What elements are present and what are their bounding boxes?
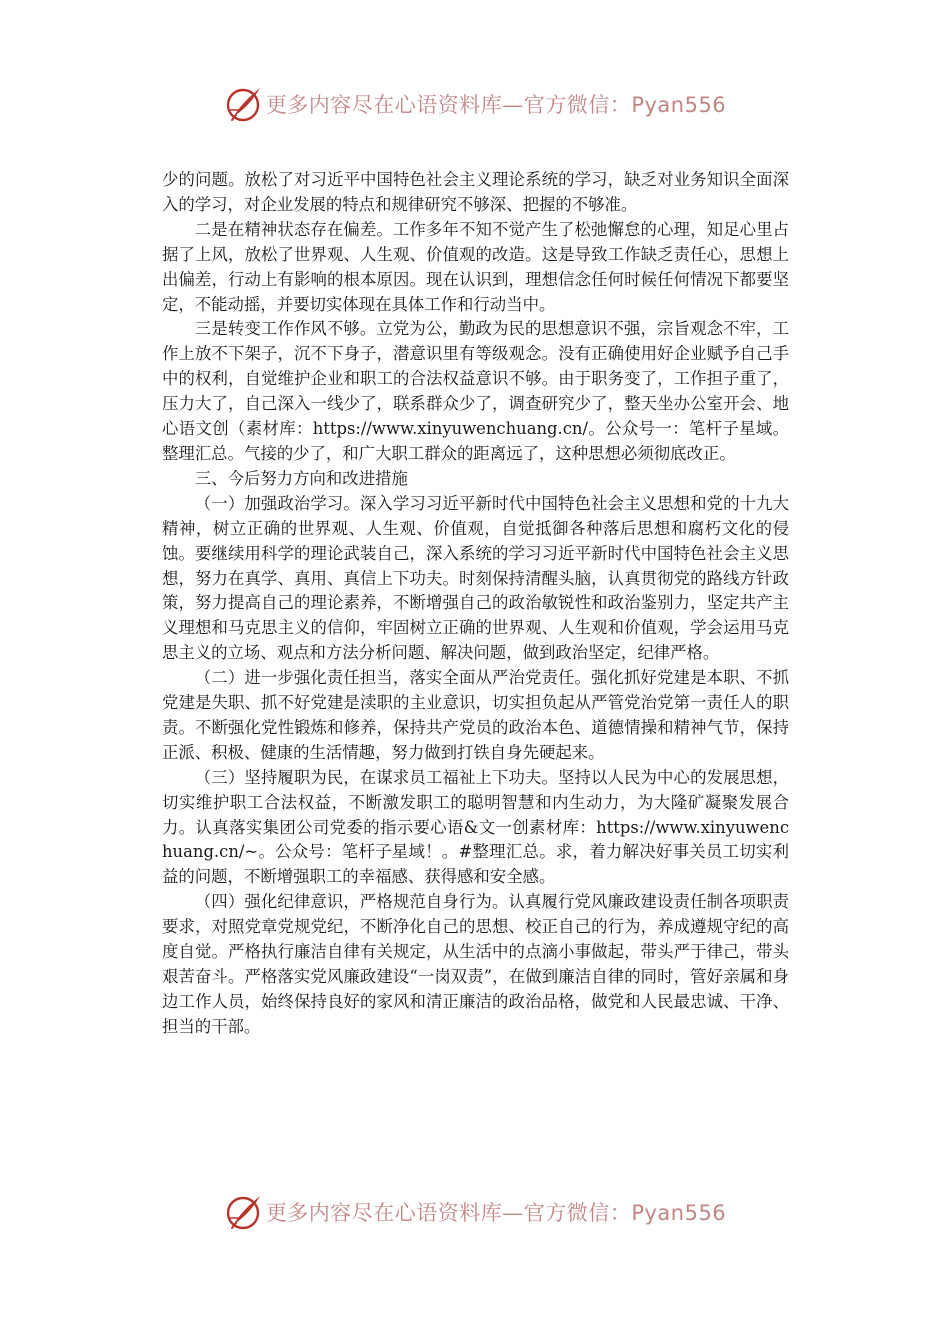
paragraph-discipline: （四）强化纪律意识，严格规范自身行为。认真履行党风廉政建设责任制各项职责要求，对照党章党规党纪，不断净化自己的思想、校正自己的行为，养成遵规守纪的高度自觉。严格执行廉洁自律有关规定，从生活中的点滴小事做起，带头严于律己，带头艰苦奋斗。严格落实党风廉政建设“一岗双责”，在做到廉洁自律的同时，管好亲属和身边工作人员，始终保持良好的家风和清正廉洁的政治品格，做党和人民最忠诚、干净、担当的干部。 [162, 892, 789, 1036]
paragraph-political-study: （一）加强政治学习。深入学习习近平新时代中国特色社会主义思想和党的十九大精神，树立正确的世界观、人生观、价值观，自觉抵御各种落后思想和腐朽文化的侵蚀。要继续用科学的理论武装自己，深入系统的学习习近平新时代中国特色社会主义思想，努力在真学、真用、真信上下功夫。时刻保持清醒头脑，认真贯彻党的路线方针政策，努力提高自己的理论素养，不断增强自己的政治敏锐性和政治鉴别力，坚定共产主义理想和马克思主义的信仰，牢固树立正确的世界观、人生观和价值观，学会运用马克思主义的立场、观点和方法分析问题、解决问题，做到政治坚定，纪律严格。 [162, 493, 789, 663]
footer-banner [0, 1190, 950, 1234]
header-banner [0, 82, 950, 126]
document-body [162, 168, 789, 1040]
paragraph-mental-state: 二是在精神状态存在偏差。工作多年不知不觉产生了松弛懈怠的心理，知足心里占据了上风，放松了世界观、人生观、价值观的改造。这是导致工作缺乏责任心，思想上出偏差，行动上有影响的根本原因。现在认识到，理想信念任何时候任何情况下都要坚定，不能动摇，并要切实体现在具体工作和行动当中。 [162, 219, 789, 314]
paragraph-continuation: 少的问题。放松了对习近平中国特色社会主义理论系统的学习，缺乏对业务知识全面深入的学习，对企业发展的特点和规律研究不够深、把握的不够准。 [162, 170, 789, 214]
footer-banner-text: 更多内容尽在心语资料库—官方微信：Pyan556 [265, 1201, 727, 1225]
quill-logo-icon [224, 84, 264, 124]
paragraph-responsibility: （二）进一步强化责任担当，落实全面从严治党责任。强化抓好党建是本职、不抓党建是失职、抓不好党建是渎职的主业意识，切实担负起从严管党治党第一责任人的职责。不断强化党性锻炼和修养，保持共产党员的政治本色、道德情操和精神气节，保持正派、积极、健康的生活情趣，努力做到打铁自身先硬起来。 [162, 668, 789, 762]
paragraph-serve-people: （三）坚持履职为民，在谋求员工福祉上下功夫。坚持以人民为中心的发展思想，切实维护职工合法权益，不断激发职工的聪明智慧和内生动力，为大隆矿凝聚发展合力。认真落实集团公司党委的指示要心语&文一创素材库：https://www.xinyuwenchuang.cn/~。公众号：笔杆子星域！。#整理汇总。求，着力解决好事关员工切实利益的问题，不断增强职工的幸福感、获得感和安全感。 [162, 767, 789, 887]
footer-wechat-id: Pyan556 [631, 1201, 727, 1225]
header-banner-text: 更多内容尽在心语资料库—官方微信：Pyan556 [265, 93, 727, 117]
quill-logo-icon [224, 1192, 264, 1232]
header-wechat-id: Pyan556 [631, 93, 727, 117]
section-heading-improvement: 三、今后努力方向和改进措施 [194, 468, 408, 488]
paragraph-work-style: 三是转变工作作风不够。立党为公，勤政为民的思想意识不强，宗旨观念不牢，工作上放不下架子，沉不下身子，潜意识里有等级观念。没有正确使用好企业赋予自己手中的权利，自觉维护企业和职工的合法权益意识不够。由于职务变了，工作担子重了，压力大了，自己深入一线少了，联系群众少了，调查研究少了，整天坐办公室开会、地心语文创（素材库：https://www.xinyuwenchuang.cn/。公众号一：笔杆子星域。整理汇总。气接的少了，和广大职工群众的距离远了，这种思想必须彻底改正。 [162, 319, 789, 463]
